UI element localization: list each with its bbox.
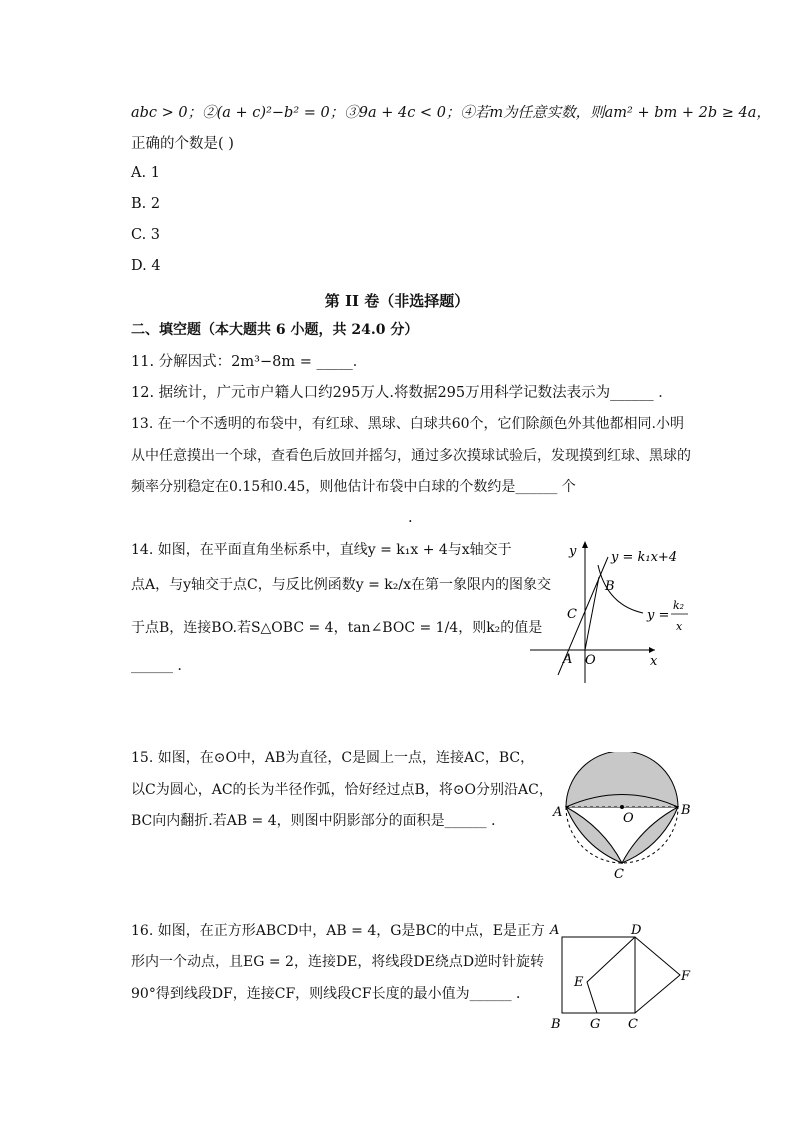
left-lens bbox=[566, 807, 622, 863]
label-a: A bbox=[563, 652, 573, 667]
q13-line4: . bbox=[408, 510, 413, 526]
label-o: O bbox=[623, 811, 634, 826]
label-a: A bbox=[550, 923, 560, 938]
q14-line1: 14. 如图，在平面直角坐标系中，直线y = k₁x + 4与x轴交于 bbox=[131, 542, 512, 558]
label-b: B bbox=[551, 1017, 561, 1032]
label-b: B bbox=[681, 803, 691, 818]
q10-option-b: B. 2 bbox=[131, 196, 161, 212]
label-c: C bbox=[614, 867, 624, 882]
q10-option-d: D. 4 bbox=[131, 258, 161, 274]
q11: 11. 分解因式：2m³−8m = _____． bbox=[131, 354, 368, 370]
label-c: C bbox=[567, 607, 577, 622]
label-e: E bbox=[574, 975, 584, 990]
label-f: F bbox=[681, 969, 691, 984]
q13-line2: 从中任意摸出一个球，查看色后放回并摇匀，通过多次摸球试验后，发现摸到红球、黑球的 bbox=[131, 448, 691, 464]
segments-df-fc bbox=[635, 937, 680, 1013]
label-o: O bbox=[585, 653, 596, 668]
segments-de-eg bbox=[587, 937, 635, 1013]
q16-line3: 90°得到线段DF，连接CF，则线段CF长度的最小值为______ ． bbox=[131, 986, 531, 1002]
curve-label-y: y = bbox=[647, 608, 670, 623]
q16-figure bbox=[545, 920, 705, 1035]
q10-option-a: A. 1 bbox=[131, 165, 160, 181]
label-x: x bbox=[650, 654, 658, 669]
label-y: y bbox=[569, 544, 577, 559]
label-b: B bbox=[605, 579, 615, 594]
curve-label-num: k₂ bbox=[673, 599, 685, 612]
q15-line2: 以C为圆心，AC的长为半径作弧，恰好经过点B，将⊙O分别沿AC， bbox=[131, 782, 553, 798]
label-c: C bbox=[628, 1017, 638, 1032]
q15-line3: BC向内翻折.若AB = 4，则图中阴影部分的面积是______ ． bbox=[131, 813, 506, 829]
q10-conditions: abc > 0；②(a + c)²−b² = 0；③9a + 4c < 0；④若m为任意实数，则am² + bm + 2b ≥ 4a， bbox=[131, 105, 771, 121]
q12: 12. 据统计，广元市户籍人口约295万人.将数据295万用科学记数法表示为______ ． bbox=[131, 385, 673, 401]
q16-line2: 形内一个动点，且EG = 2，连接DE，将线段DE绕点D逆时针旋转 bbox=[131, 954, 545, 970]
label-a: A bbox=[553, 805, 563, 820]
section-subtitle: 二、填空题（本大题共 6 小题，共 24.0 分） bbox=[131, 322, 419, 338]
curve-label-den: x bbox=[676, 620, 683, 633]
q13-line3: 频率分别稳定在0.15和0.45，则他估计布袋中白球的个数约是______ 个 bbox=[131, 479, 576, 495]
square-abcd bbox=[562, 937, 635, 1013]
q10-prompt: 正确的个数是( ) bbox=[131, 136, 234, 152]
label-g: G bbox=[590, 1017, 601, 1032]
q15-figure bbox=[548, 752, 698, 882]
q10-option-c: C. 3 bbox=[131, 227, 161, 243]
q14-line4: ______ ． bbox=[131, 658, 192, 674]
label-d: D bbox=[631, 923, 642, 938]
q14-line2: 点A，与y轴交于点C，与反比例函数y = k₂/x在第一象限内的图象交 bbox=[131, 577, 551, 593]
segment-bo bbox=[585, 577, 599, 650]
section-title: 第 II 卷（非选择题） bbox=[324, 292, 470, 310]
q14-line3: 于点B，连接BO.若S△OBC = 4，tan∠BOC = 1/4，则k₂的值是 bbox=[131, 620, 543, 636]
q14-figure bbox=[525, 535, 710, 685]
q16-line1: 16. 如图，在正方形ABCD中，AB = 4，G是BC的中点，E是正方 bbox=[131, 923, 545, 939]
q13-line1: 13. 在一个不透明的布袋中，有红球、黑球、白球共60个，它们除颜色外其他都相同.小明 bbox=[131, 416, 684, 432]
line-label: y = k₁x+4 bbox=[611, 550, 678, 565]
q15-line1: 15. 如图，在⊙O中，AB为直径，C是圆上一点，连接AC，BC， bbox=[131, 750, 535, 766]
